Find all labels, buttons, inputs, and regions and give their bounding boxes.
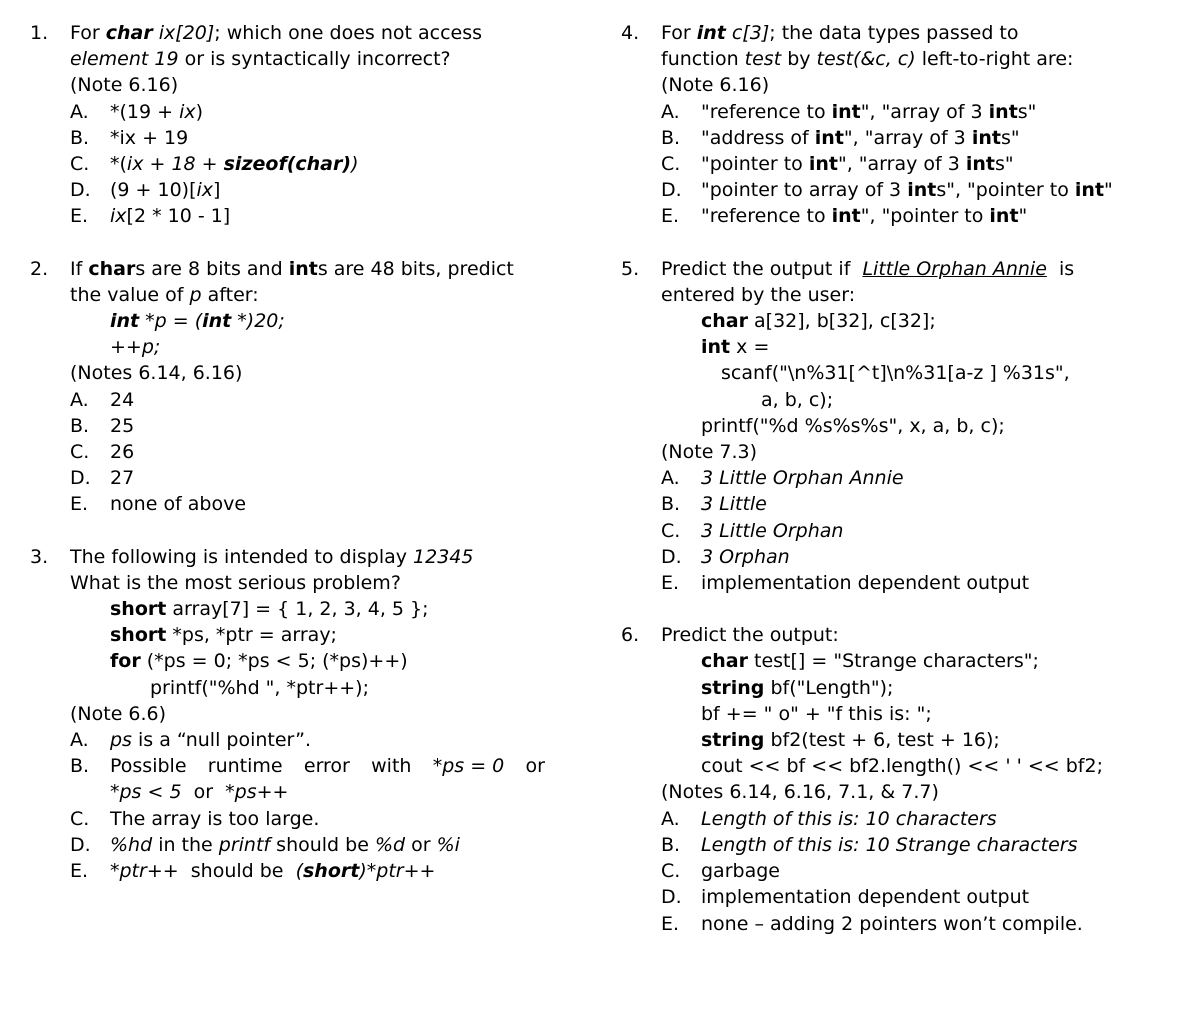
question-number: 6. (621, 624, 640, 647)
option-d: D. %hd in the printf should be %d or %i (70, 833, 460, 856)
option-b: B. 3 Little (661, 493, 767, 516)
question-number: 1. (30, 22, 49, 44)
code-line: printf("%hd ", *ptr++); (150, 676, 369, 699)
option-c: C. 26 (70, 441, 135, 464)
question-number: 4. (621, 22, 640, 44)
code-line: string bf2(test + 6, test + 16); (701, 729, 1000, 752)
option-a: A. ps is a “null pointer”. (70, 729, 312, 752)
option-c: C. garbage (661, 860, 780, 883)
option-e: E. none of above (70, 493, 247, 516)
question-number: 5. (621, 257, 640, 280)
question-note: (Notes 6.14, 6.16) (70, 362, 243, 385)
option-b: B. 25 (70, 414, 135, 437)
code-line: printf("%d %s%s%s", x, a, b, c); (701, 414, 1005, 437)
question-stem: The following is intended to display 12345 (70, 545, 474, 568)
code-line: for (*ps = 0; *ps < 5; (*ps)++) (110, 650, 408, 673)
code-line: short *ps, *ptr = array; (110, 624, 337, 647)
question-stem-line-2: entered by the user: (661, 283, 856, 306)
option-a: A. 24 (70, 388, 135, 411)
option-b: B. *ix + 19 (70, 126, 189, 149)
question-stem: If chars are 8 bits and ints are 48 bits, predict (70, 257, 514, 280)
question-stem-line-2: the value of p after: (70, 283, 259, 306)
option-e: E. *ptr++ should be (short)*ptr++ (70, 860, 436, 883)
question-6 (621, 622, 1181, 936)
option-b: B. Length of this is: 10 Strange characters (661, 833, 1078, 856)
code-line: bf += " o" + "f this is: "; (701, 702, 932, 725)
code-line: int *p = (int *)20; (110, 310, 285, 333)
option-d: D. 27 (70, 467, 135, 490)
code-line: cout << bf << bf2.length() << ' ' << bf2; (701, 755, 1103, 778)
option-a: A. "reference to int", "array of 3 ints" (661, 100, 1037, 123)
code-line: short array[7] = { 1, 2, 3, 4, 5 }; (110, 598, 429, 621)
question-note: (Note 6.6) (70, 702, 167, 725)
question-stem-line-2: function test by test(&c, c) left-to-right are: (661, 48, 1074, 71)
code-line: int x = (701, 336, 770, 359)
option-c: C. The array is too large. (70, 807, 320, 830)
left-column (30, 20, 555, 884)
question-5 (621, 256, 1181, 597)
question-note: (Note 6.16) (70, 74, 179, 97)
question-1 (30, 20, 555, 230)
code-line: scanf("\n%31[^t]\n%31[a-z ] %31s", (721, 362, 1070, 385)
code-line: char test[] = "Strange characters"; (701, 650, 1039, 673)
option-a: A. Length of this is: 10 characters (661, 807, 997, 830)
right-column (621, 20, 1181, 937)
question-number: 2. (30, 257, 49, 280)
question-stem: Predict the output if Little Orphan Annie is (661, 257, 1075, 280)
question-note: (Note 7.3) (661, 441, 758, 464)
option-e: E. implementation dependent output (661, 572, 1030, 595)
option-a: A. 3 Little Orphan Annie (661, 467, 904, 490)
option-d: D. implementation dependent output (661, 886, 1030, 909)
option-e: E. ix[2 * 10 - 1] (70, 205, 231, 228)
question-stem-line-2: What is the most serious problem? (70, 571, 401, 594)
code-line: a, b, c); (761, 388, 834, 411)
question-4 (621, 20, 1181, 230)
question-stem: For char ix[20]; which one does not access (70, 22, 483, 44)
code-line: char a[32], b[32], c[32]; (701, 310, 936, 333)
option-b: B. "address of int", "array of 3 ints" (661, 126, 1020, 149)
option-c: C. 3 Little Orphan (661, 519, 844, 542)
option-b: B. Possible runtime error with *ps = 0 or *ps < 5 or *ps++ (70, 755, 545, 804)
question-3 (30, 544, 555, 885)
question-note: (Notes 6.14, 6.16, 7.1, & 7.7) (661, 781, 939, 804)
option-d: D. (9 + 10)[ix] (70, 179, 221, 202)
code-line: string bf("Length"); (701, 676, 894, 699)
option-c: C. *(ix + 18 + sizeof(char)) (70, 153, 359, 176)
question-stem: Predict the output: (661, 624, 839, 647)
question-stem: For int c[3]; the data types passed to (661, 22, 1019, 44)
option-c: C. "pointer to int", "array of 3 ints" (661, 153, 1014, 176)
option-d: D. "pointer to array of 3 ints", "pointer to int" (661, 179, 1113, 202)
question-note: (Note 6.16) (661, 74, 770, 97)
question-stem-line-2: element 19 or is syntactically incorrect? (70, 48, 451, 71)
question-2 (30, 256, 555, 518)
question-number: 3. (30, 545, 49, 568)
code-line: ++p; (110, 336, 161, 359)
option-e: E. "reference to int", "pointer to int" (661, 205, 1028, 228)
option-a: A. *(19 + ix) (70, 100, 204, 123)
option-d: D. 3 Orphan (661, 545, 790, 568)
option-e: E. none – adding 2 pointers won’t compile. (661, 912, 1083, 935)
